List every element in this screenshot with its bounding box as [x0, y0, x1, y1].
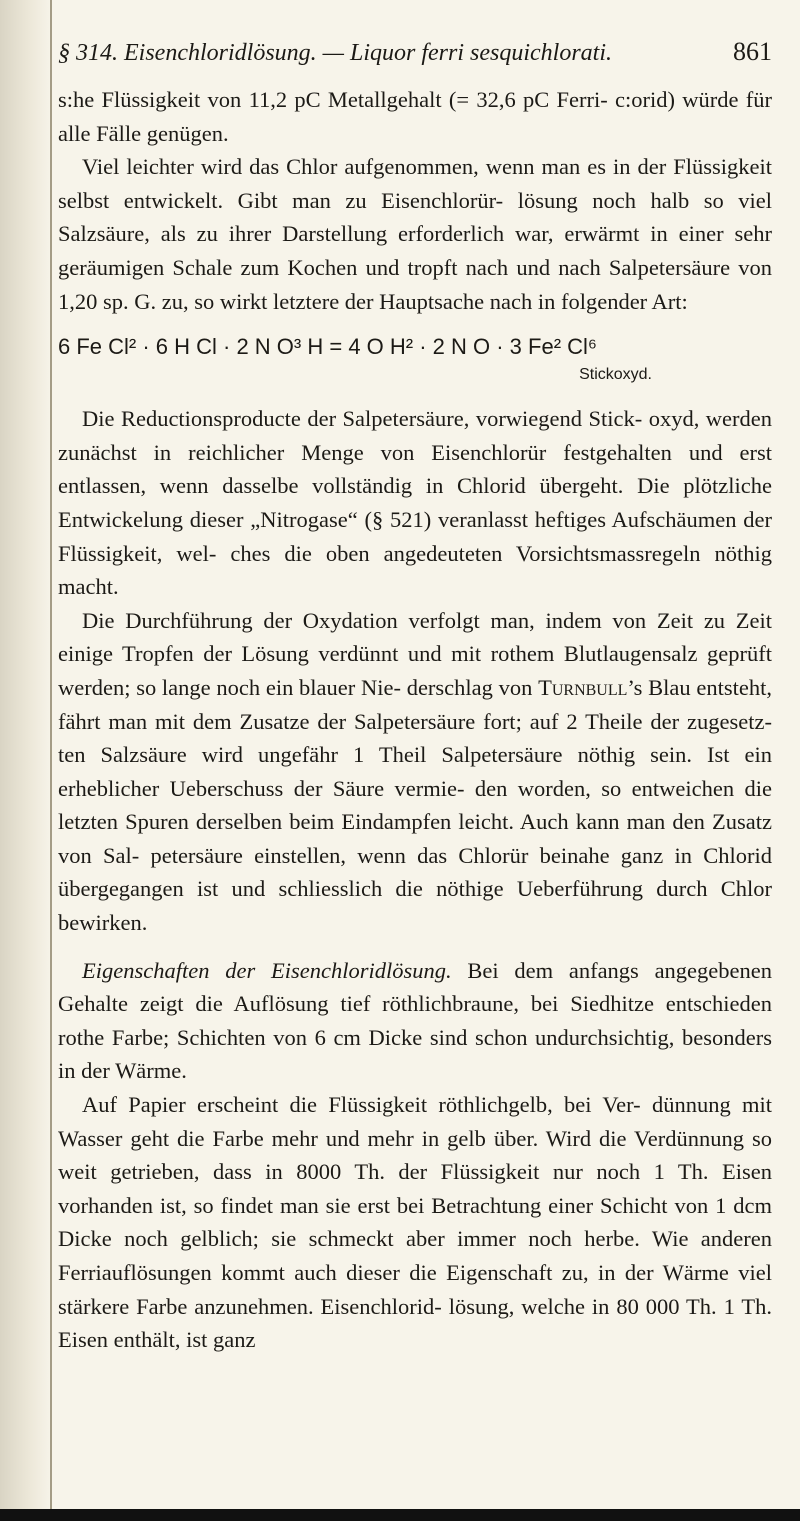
running-title [58, 37, 612, 69]
paragraph-4-text-b: ’s Blau entsteht, fährt man mit dem Zusatze der Salpetersäure fort; auf 2 Theile der zugesetz- ten Salzsäure wird ungefähr 1 Theil Salpetersäure nöthig sein. Ist ein erheblicher Ueberschuss der Säure vermie- den worden, so entweichen die letzten Spuren derselben beim Eindampfen leicht. Auch kann man den Zusatz von Sal- petersäure einstellen, wenn das Chlorür beinahe ganz in Chlorid übergegangen ist und schliesslich die nöthige Ueberführung durch Chlor bewirken. [58, 674, 772, 936]
paragraph-4-text-a: Die Durchführung der Oxydation verfolgt man, indem von Zeit zu Zeit einige Tropfen der Lösung verdünnt und mit rothem Blutlaugensalz geprüft werden; so lange noch ein blauer Nie- derschlag von [58, 607, 772, 700]
paragraph-2: Viel leichter wird das Chlor aufgenommen, wenn man es in der Flüssigkeit selbst entwickelt. Gibt man zu Eisenchlorür- lösung noch halb so viel Salzsäure, als zu ihrer Darstellung erforderlich war, erwärmt in einer sehr geräumigen Schale zum Kochen und tropft nach und nach Salpetersäure von 1,20 sp. G. zu, so wirkt letztere der Hauptsache nach in folgender Art: [58, 154, 772, 314]
paragraph-5 [58, 954, 772, 1088]
paragraph-1: s:he Flüssigkeit von 11,2 pC Metallgehalt (= 32,6 pC Ferri- c:orid) würde für alle Fälle genügen. [58, 87, 772, 146]
running-header [58, 36, 772, 69]
book-page [58, 36, 772, 1357]
paragraph-5-text: Bei dem anfangs angegebenen Gehalte zeigt die Auflösung tief röthlichbraune, bei Siedhitze entschieden rothe Farbe; Schichten von 6 cm Dicke sind schon undurchsichtig, besonders in der Wärme. [58, 957, 773, 1084]
chemical-equation: 6 Fe Cl² · 6 H Cl · 2 N O³ H = 4 O H² · 2 N O · 3 Fe² Cl⁶ [58, 334, 597, 360]
subsection-heading: Eigenschaften der Eisenchloridlösung. [82, 957, 452, 983]
section-title: Eisenchloridlösung. — Liquor ferri sesquichlorati. [124, 40, 613, 66]
section-number: § 314. [58, 40, 118, 66]
page-number: 861 [733, 37, 772, 66]
equation-annotation: Stickoxyd. [579, 366, 652, 384]
paragraph-gap [58, 940, 772, 954]
author-name-turnbull: Turnbull [538, 674, 628, 700]
paragraph-3: Die Reductionsproducte der Salpetersäure, vorwiegend Stick- oxyd, werden zunächst in reichlicher Menge von Eisenchlorür festgehalten und erst entlassen, wenn dasselbe vollständig in Chlorid übergeht. Die plötzliche Entwickelung dieser „Nitrogase“ (§ 521) veranlasst heftiges Aufschäumen der Flüssigkeit, wel- ches die oben angedeuteten Vorsichtsmassregeln nöthig macht. [58, 406, 772, 600]
paragraph-6: Auf Papier erscheint die Flüssigkeit röthlichgelb, bei Ver- dünnung mit Wasser geht die Farbe mehr und mehr in gelb über. Wird die Verdünnung so weit getrieben, dass in 8000 Th. der Flüssigkeit nur noch 1 Th. Eisen vorhanden ist, so findet man sie erst bei Betrachtung einer Schicht von 1 dcm Dicke noch gelblich; sie schmeckt aber immer noch herbe. Wie anderen Ferriauflösungen kommt auch dieser die Eigenschaft zu, in der Wärme viel stärkere Farbe anzunehmen. Eisenchlorid- lösung, welche in 80 000 Th. 1 Th. Eisen enthält, ist ganz [58, 1092, 772, 1353]
page-binding-edge [50, 0, 52, 1521]
scan-bottom-edge [0, 1509, 800, 1521]
book-gutter-shadow [0, 0, 52, 1521]
paragraph-4 [58, 604, 772, 940]
